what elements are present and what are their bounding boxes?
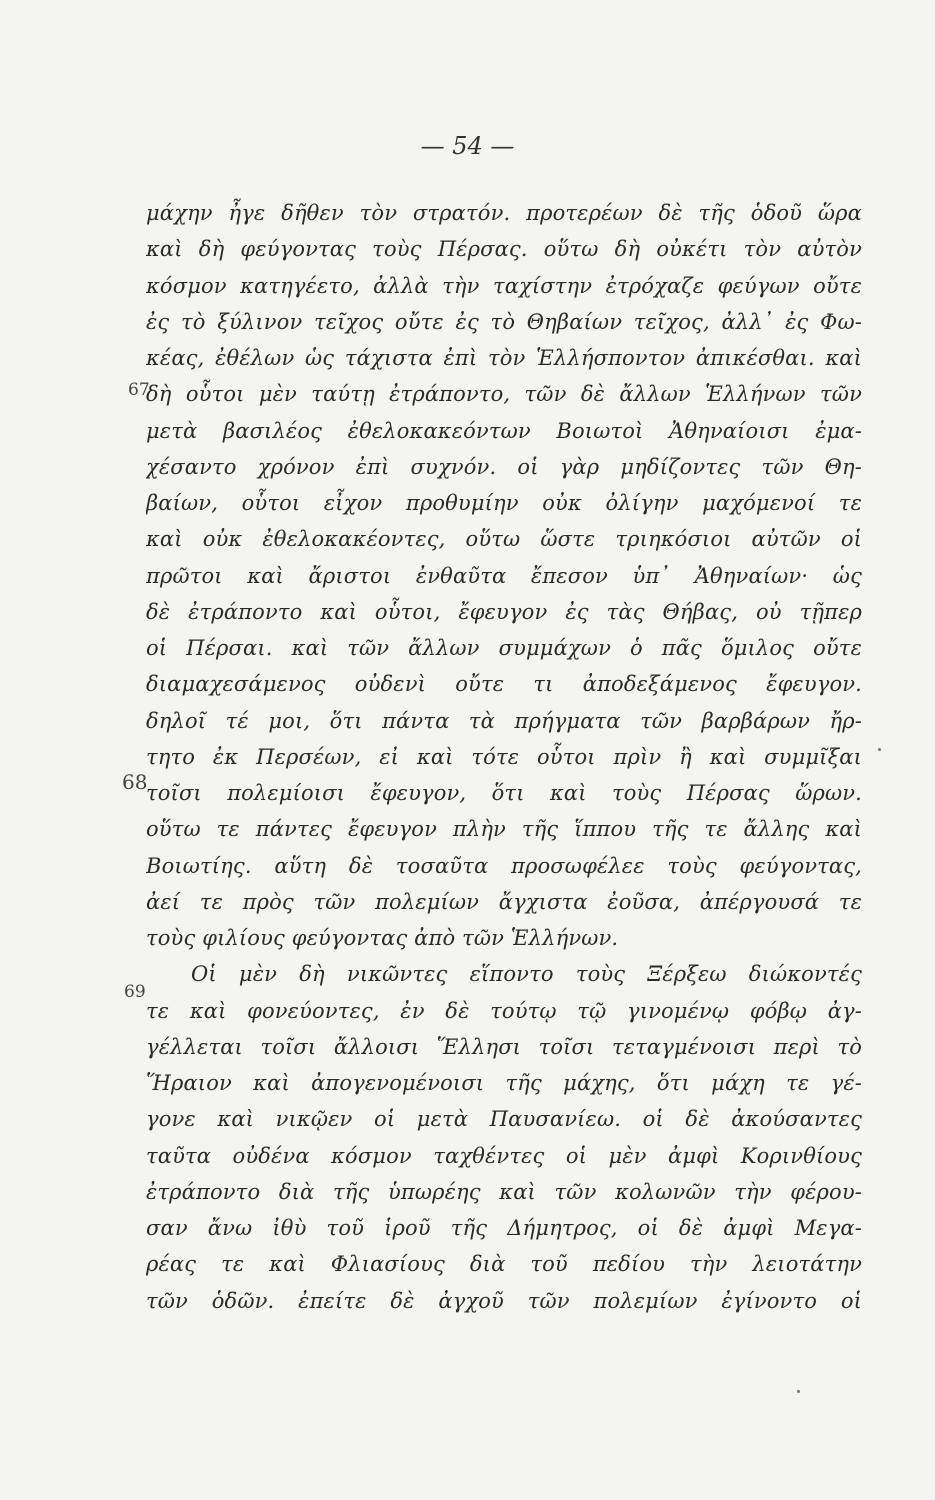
text-line: οὕτω τε πάντες ἔφευγον πλὴν τῆς ἵππου τῆς τε ἄλλης καὶ xyxy=(146,817,862,842)
text-line: δὲ ἐτράποντο καὶ οὗτοι, ἔφευγον ἐς τὰς Θήβας, οὐ τῇπερ xyxy=(146,599,862,624)
text-line: σαν ἄνω ἰθὺ τοῦ ἱροῦ τῆς Δήμητρος, οἱ δὲ ἀμφὶ Μεγα- xyxy=(146,1216,862,1240)
margin-number-69: 69 xyxy=(124,982,146,1002)
text-line: δὴ οὗτοι μὲν ταύτῃ ἐτράποντο, τῶν δὲ ἄλλων Ἑλλήνων τῶν xyxy=(146,382,862,407)
text-line: καὶ οὐκ ἐθελοκακέοντες, οὕτω ὥστε τριηκόσιοι αὐτῶν οἱ xyxy=(146,527,862,552)
text-line: τητο ἐκ Περσέων, εἰ καὶ τότε οὗτοι πρὶν ἢ καὶ συμμῖξαι xyxy=(146,744,862,769)
text-line: βαίων, οὗτοι εἶχον προθυμίην οὐκ ὀλίγην μαχόμενοί τε xyxy=(146,491,862,515)
text-line: ἐς τὸ ξύλινον τεῖχος οὔτε ἐς τὸ Θηβαίων τεῖχος, ἀλλ᾽ ἐς Φω- xyxy=(146,309,862,334)
print-speck xyxy=(878,748,881,751)
text-line: μετὰ βασιλέος ἐθελοκακεόντων Βοιωτοὶ Ἀθηναίοισι ἐμα- xyxy=(146,418,862,443)
text-line: χέσαντο χρόνον ἐπὶ συχνόν. οἱ γὰρ μηδίζοντες τῶν Θη- xyxy=(146,454,862,479)
page-number: — 54 — xyxy=(420,132,515,160)
text-line: Ἥραιον καὶ ἀπογενομένοισι τῆς μάχης, ὅτι μάχη τε γέ- xyxy=(146,1071,862,1095)
text-line: γέλλεται τοῖσι ἄλλοισι Ἕλλησι τοῖσι τεταγμένοισι περὶ τὸ xyxy=(146,1034,862,1059)
text-line: τε καὶ φονεύοντες, ἐν δὲ τούτῳ τῷ γινομένῳ φόβῳ ἀγ- xyxy=(146,998,862,1023)
text-line: κόσμον κατηγέετο, ἀλλὰ τὴν ταχίστην ἐτρόχαζε φεύγων οὔτε xyxy=(146,273,862,298)
print-speck xyxy=(797,1390,800,1393)
margin-number-68: 68 xyxy=(122,770,148,794)
text-line: γονε καὶ νικῷεν οἱ μετὰ Παυσανίεω. οἱ δὲ ἀκούσαντες xyxy=(146,1107,862,1132)
text-line: ταῦτα οὐδένα κόσμον ταχθέντες οἱ μὲν ἀμφὶ Κορινθίους xyxy=(146,1143,862,1168)
text-line: πρῶτοι καὶ ἄριστοι ἐνθαῦτα ἔπεσον ὑπ᾽ Ἀθηναίων· ὡς xyxy=(146,563,862,588)
body-text xyxy=(146,195,862,1319)
text-line: ἀεί τε πρὸς τῶν πολεμίων ἄγχιστα ἐοῦσα, ἀπέργουσά τε xyxy=(146,889,862,914)
text-line: διαμαχεσάμενος οὐδενὶ οὔτε τι ἀποδεξάμενος ἔφευγον. xyxy=(146,672,862,697)
text-line: τῶν ὁδῶν. ἐπείτε δὲ ἀγχοῦ τῶν πολεμίων ἐγίνοντο οἱ xyxy=(146,1288,862,1313)
text-line: ἐτράποντο διὰ τῆς ὑπωρέης καὶ τῶν κολωνῶν τὴν φέρου- xyxy=(146,1179,862,1204)
text-line: μάχην ἦγε δῆθεν τὸν στρατόν. προτερέων δὲ τῆς ὁδοῦ ὥρα xyxy=(146,201,862,225)
text-line: ρέας τε καὶ Φλιασίους διὰ τοῦ πεδίου τὴν λειοτάτην xyxy=(146,1252,862,1277)
text-line: τοῖσι πολεμίοισι ἔφευγον, ὅτι καὶ τοὺς Πέρσας ὥρων. xyxy=(146,781,862,805)
margin-number-67: 67 xyxy=(128,380,150,400)
text-line: δηλοῖ τέ μοι, ὅτι πάντα τὰ πρήγματα τῶν βαρβάρων ἤρ- xyxy=(146,708,862,733)
text-line: Οἱ μὲν δὴ νικῶντες εἵποντο τοὺς Ξέρξεω διώκοντές xyxy=(191,962,862,987)
text-line: καὶ δὴ φεύγοντας τοὺς Πέρσας. οὕτω δὴ οὐκέτι τὸν αὐτὸν xyxy=(146,237,862,262)
text-line: κέας, ἐθέλων ὡς τάχιστα ἐπὶ τὸν Ἑλλήσποντον ἀπικέσθαι. καὶ xyxy=(146,346,862,370)
text-line: τοὺς φιλίους φεύγοντας ἀπὸ τῶν Ἑλλήνων. xyxy=(146,926,619,950)
text-line: Βοιωτίης. αὕτη δὲ τοσαῦτα προσωφέλεε τοὺς φεύγοντας, xyxy=(146,853,862,878)
text-line: οἱ Πέρσαι. καὶ τῶν ἄλλων συμμάχων ὁ πᾶς ὅμιλος οὔτε xyxy=(146,636,862,660)
